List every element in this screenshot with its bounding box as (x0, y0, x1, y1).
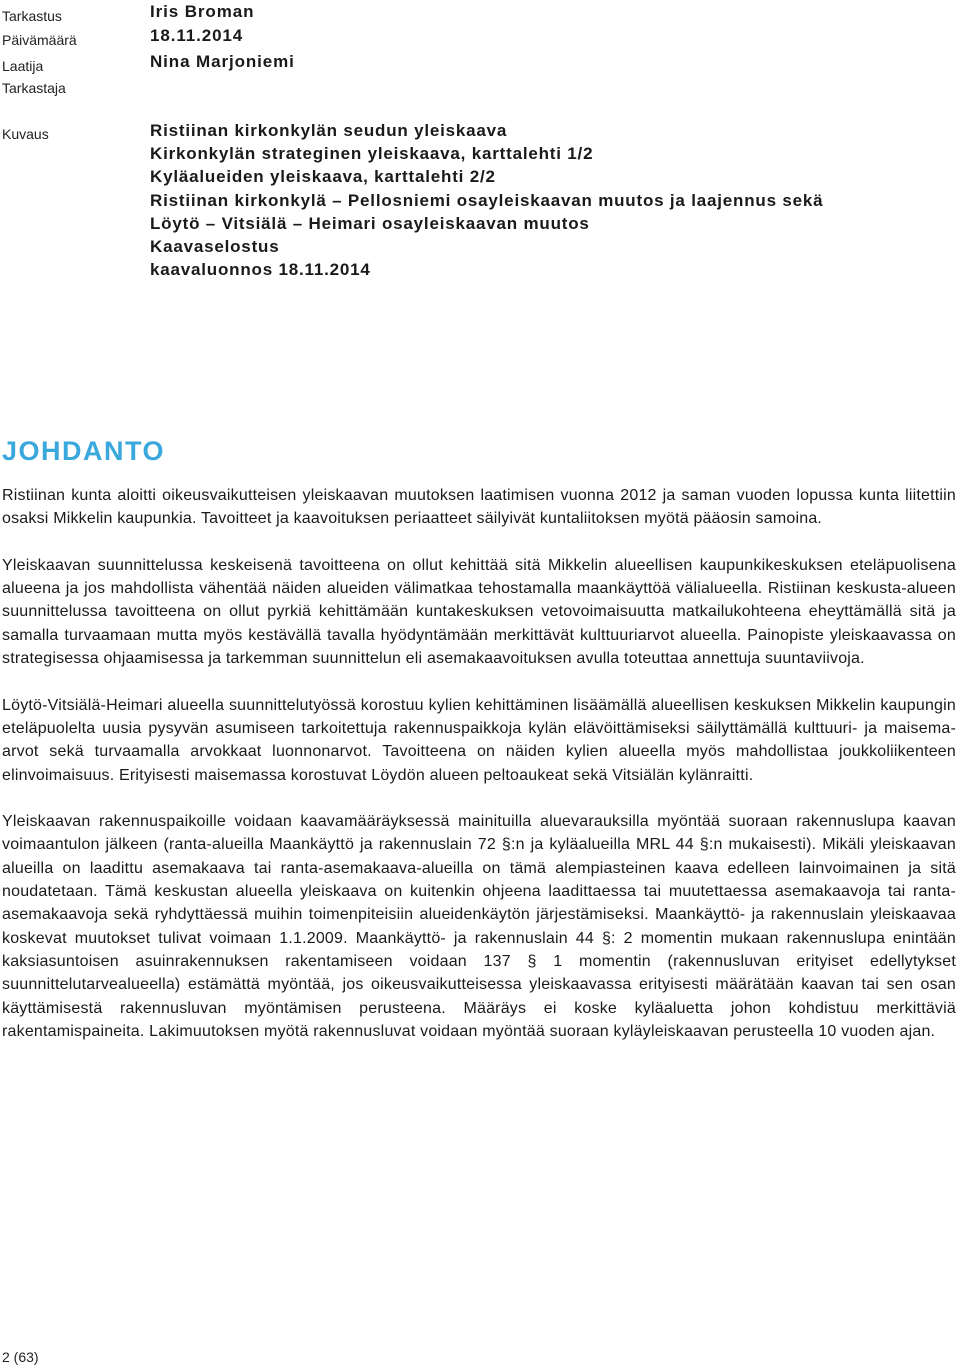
description-line: Kaavaselostus (150, 237, 280, 257)
page-number: 2 (63) (2, 1349, 39, 1365)
description-line: Kirkonkylän strateginen yleiskaava, karttalehti 1/2 (150, 144, 594, 164)
meta-label: Tarkastaja (2, 80, 66, 96)
description-line: kaavaluonnos 18.11.2014 (150, 260, 371, 280)
meta-label: Päivämäärä (2, 32, 77, 48)
description-line: Ristiinan kirkonkylän seudun yleiskaava (150, 121, 508, 140)
body-text (2, 484, 956, 1066)
paragraph: Löytö-Vitsiälä-Heimari alueella suunnittelutyössä korostuu kylien kehittäminen lisäämällä alueellisen keskuksen Mikkelin kaupungin eteläpuolelta uusia pysyvän asumiseen tarkoitettuja rakennuspaikkoja kylän elävöittämiseksi säilyttämällä kulttuuri- ja maisema-arvot sekä turvaamalla arvokkaat luonnonarvot. Tavoitteena on näiden kylien alueella myös mahdollistaa joukkoliikenteen elinvoimaisuus. Erityisesti maisemassa korostuvat Löydön alueen peltoaukeat sekä Vitsiälän kylänraitti. (2, 696, 956, 784)
document-description (150, 119, 950, 281)
description-line: Ristiinan kirkonkylä – Pellosniemi osayleiskaavan muutos ja laajennus sekä (150, 190, 824, 210)
paragraph: Yleiskaavan suunnittelussa keskeisenä tavoitteena on ollut kehittää sitä Mikkelin alueellisen kaupunkikeskuksen eteläpuolisena alueena ja jos mahdollista vähentää näiden alueiden välimatkaa tehostamalla maankäyttöä välialueella. Ristiinan keskusta-alueen suunnittelussa tavoitteena on ollut pyrkiä kehittämään kuntakeskuksen vetovoimaisuutta matkailukohteena eheyttämällä sitä ja samalla turvaamaan mutta myös kestävällä tavalla hyödyntämään merkittävät kulttuuriarvot alueella. Painopiste yleiskaavassa on strategisessa ohjaamisessa ja tarkemman suunnittelun eli asemakaavoituksen avulla toteuttaa annettuja suuntaviivoja. (2, 556, 956, 668)
description-line: Löytö – Vitsiälä – Heimari osayleiskaavan muutos (150, 213, 590, 233)
meta-value: 18.11.2014 (150, 26, 244, 45)
section-heading: JOHDANTO (2, 436, 166, 466)
meta-label: Tarkastus (2, 8, 62, 24)
paragraph: Ristiinan kunta aloitti oikeusvaikutteisen yleiskaavan muutoksen laatimisen vuonna 2012 ja saman vuoden lopussa kunta liitettiin osaksi Mikkelin kaupunkia. Tavoitteet ja kaavoituksen periaatteet säilyivät kuntaliitoksen myötä pääosin samoina. (2, 487, 956, 528)
meta-value: Nina Marjoniemi (150, 52, 295, 71)
description-line: Kyläalueiden yleiskaava, karttalehti 2/2 (150, 167, 496, 187)
paragraph: Yleiskaavan rakennuspaikoille voidaan kaavamääräyksessä mainituilla aluevarauksilla myöntää suoraan rakennuslupa kaavan voimaantulon jälkeen (ranta-alueilla Maankäyttö ja rakennuslain 72 §:n ja kyläalueilla MRL 44 §:n mukaisesti). Mikäli yleiskaavan alueilla on laadittu asemakaava tai ranta-asemakaava-alueilla on tämä alempiasteinen kaava edelleen lainvoimainen ja sitä noudatetaan. Tämä keskustan alueella yleiskaava on kuitenkin ohjeena laadittaessa tai muutettaessa asemakaavoja tai ranta-asemakaavoja sekä ryhdyttäessä muihin toimenpiteisiin alueidenkäytön järjestämiseksi. Maankäyttö- ja rakennuslain yleiskaavaa koskevat muutokset tulivat voimaan 1.1.2009. Maankäyttö- ja rakennuslain 44 §: 2 momentin mukaan rakennuslupa enintään kaksiasuntoisen asuinrakennuksen rakentamiseen voidaan 137 § 1 momentin (rakennusluvan erityiset edellytykset suunnittelutarvealueella) estämättä myöntää, jos oikeusvaikutteisessa yleiskaavassa erityisesti määrätään kaavan tai sen osan käyttämisestä rakennusluvan myöntämisen perusteena. Määräys ei koske kyläaluetta johon kohdistuu merkittäviä rakentamispaineita. Lakimuutoksen myötä rakennusluvat voidaan myöntää suoraan kyläyleiskaavan perusteella 10 vuoden ajan. (2, 813, 956, 1040)
meta-label: Laatija (2, 58, 44, 74)
meta-value: Iris Broman (150, 2, 255, 21)
meta-label: Kuvaus (2, 126, 49, 142)
